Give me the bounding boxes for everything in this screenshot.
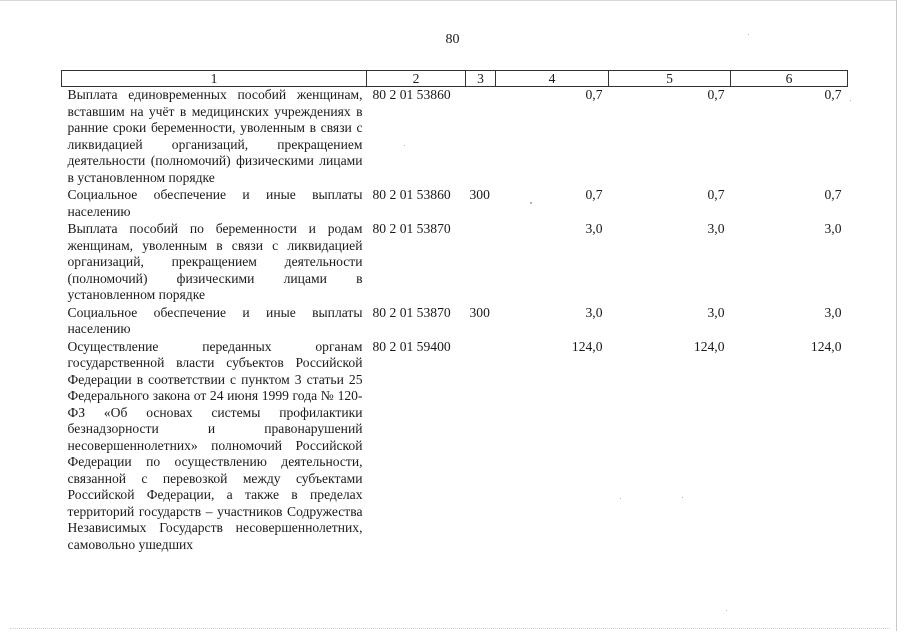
row-value-2: 3,0 [707,221,725,236]
row-name: Социальное обеспечение и иные выплаты населению [67,187,363,219]
row-expense-type [466,221,496,305]
scan-speck [850,100,851,101]
row-code: 80 2 01 53860 [372,87,451,102]
table-row [62,87,848,188]
scan-speck [682,497,683,498]
table-row [62,305,848,339]
row-name: Социальное обеспечение и иные выплаты населению [67,304,363,336]
scan-noise-line [10,628,890,630]
table-row [62,221,848,305]
scan-speck [726,610,727,611]
scan-speck [748,34,749,35]
row-value-1: 3,0 [585,221,603,236]
row-value-3: 3,0 [824,221,842,236]
budget-table [61,70,848,554]
row-expense-type: 300 [469,187,490,202]
row-name: Осуществление переданных органам государственной власти субъектов Российской Федерации в соответствии с пунктом 3 статьи 25 Федерального закона от 24 июня 1999 года № 120-ФЗ «Об основах системы профилактики безнадзорности и правонарушений несовершеннолетних» полномочий Российской Федерации по осуществлению деятельности, связанной с перевозкой между субъектами Российской Федерации, а также в пределах территорий государств – участников Содружества Независимых Государств несовершеннолетних, самовольно ушедших [67,338,363,552]
row-value-3: 0,7 [824,187,842,202]
scan-speck [620,498,621,499]
row-value-1: 0,7 [585,187,603,202]
table-row [62,339,848,555]
column-header-value-1: 4 [496,71,609,87]
scan-speck [404,145,405,146]
table-row [62,187,848,221]
column-header-vr: 3 [466,71,496,87]
column-header-value-2: 5 [609,71,731,87]
row-name: Выплата пособий по беременности и родам женщинам, уволенным в связи с ликвидацией организаций, прекращением деятельности (полномочий) физическими лицами в установленном порядке [67,221,363,302]
row-code: 80 2 01 53870 [372,304,451,320]
column-header-name: 1 [62,71,367,87]
row-code: 80 2 01 53860 [372,187,451,202]
page-number: 80 [445,32,460,47]
row-name: Выплата единовременных пособий женщинам, вставшим на учёт в медицинских учреждениях в ранние сроки беременности, уволенным в связи с ликвидацией организаций, прекращением деятельности (полномочий) физическими лицами в установленном порядке [67,87,363,185]
row-code: 80 2 01 59400 [372,338,451,354]
row-code: 80 2 01 53870 [372,221,451,236]
column-header-code: 2 [367,71,466,87]
row-value-1: 0,7 [585,87,603,102]
column-header-value-3: 6 [731,71,848,87]
row-expense-type [466,87,496,188]
row-value-1: 3,0 [585,304,603,320]
row-expense-type: 300 [469,304,490,320]
row-value-3: 3,0 [824,304,842,320]
row-value-2: 124,0 [693,338,725,354]
row-value-1: 124,0 [571,338,603,354]
row-value-2: 3,0 [707,304,725,320]
row-expense-type [466,339,496,555]
row-value-3: 124,0 [810,338,842,354]
row-value-2: 0,7 [707,187,725,202]
scan-speck [530,202,532,204]
row-value-2: 0,7 [707,87,725,102]
row-value-3: 0,7 [824,87,842,102]
header-row [62,71,848,87]
